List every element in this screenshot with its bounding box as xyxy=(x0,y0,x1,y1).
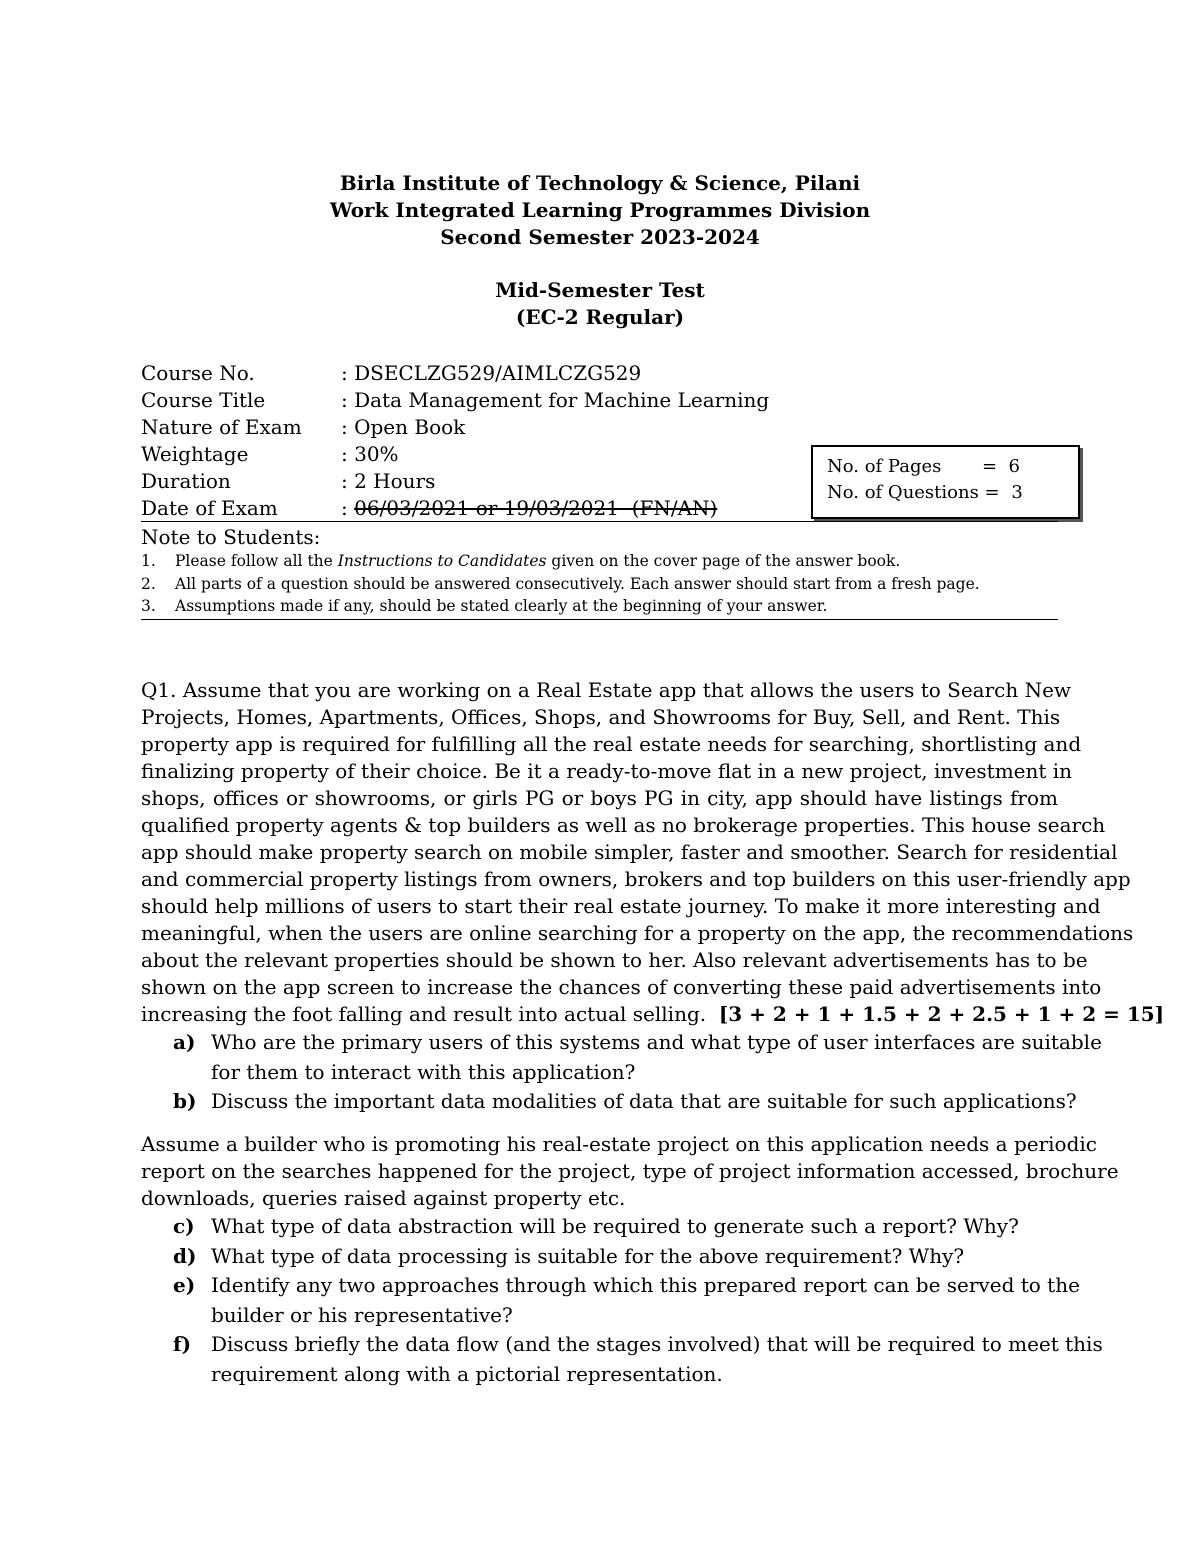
subquestion: b) Discuss the important data modalities of data that are suitable for such applications? xyxy=(173,1089,1077,1113)
marks-breakdown: [3 + 2 + 1 + 1.5 + 2 + 2.5 + 1 + 2 = 15] xyxy=(718,1002,1165,1026)
questions-label: No. of Questions = xyxy=(827,482,1000,503)
subquestions-ab xyxy=(173,1028,1102,1117)
info-value: : 30% xyxy=(341,442,399,466)
subquestion: d) What type of data processing is suitable for the above requirement? Why? xyxy=(173,1243,965,1268)
q1-last-line: increasing the foot falling and result into actual selling. xyxy=(141,1002,707,1026)
info-row xyxy=(141,441,769,468)
divider xyxy=(141,619,1058,620)
info-row xyxy=(141,387,769,414)
info-value: : DSECLZG529/AIMLCZG529 xyxy=(341,361,642,385)
note-item: 2. All parts of a question should be answered consecutively. Each answer should start from a fresh page. xyxy=(141,574,980,593)
notes-title: Note to Students: xyxy=(141,525,321,549)
division-name: Work Integrated Learning Programmes Division xyxy=(329,198,871,222)
test-title: Mid-Semester Test xyxy=(495,278,705,302)
info-value xyxy=(341,495,717,522)
pages-value: = 6 xyxy=(982,456,1020,477)
institute-name: Birla Institute of Technology & Science, Pilani xyxy=(339,171,861,195)
subquestion: a) Who are the primary users of this systems and what type of user interfaces are suitable for them to interact with this application? xyxy=(173,1030,1102,1084)
info-value: : 2 Hours xyxy=(341,469,436,493)
date-prefix: : xyxy=(341,496,355,520)
info-row xyxy=(141,468,769,495)
subquestion: f) Discuss briefly the data flow (and the stages involved) that will be required to meet this requirement along with a pictorial representation. xyxy=(173,1332,1103,1386)
semester: Second Semester 2023-2024 xyxy=(440,225,760,249)
info-label: Course No. xyxy=(141,361,255,385)
info-value: : Data Management for Machine Learning xyxy=(341,388,770,412)
exam-header xyxy=(0,170,1200,251)
subquestion: e) Identify any two approaches through which this prepared report can be served to the builder or his representative? xyxy=(173,1273,1080,1327)
test-title-block xyxy=(0,277,1200,331)
question-1-text: Q1. Assume that you are working on a Real Estate app that allows the users to Search New Projects, Homes, Apartments, Offices, Shops, and Showrooms for Buy, Sell, and Rent. This property app is required for fulfilling all the real estate needs for searching, shortlisting and finalizing property of their choice. Be it a ready-to-move flat in a new project, investment in shops, offices or showrooms, or girls PG or boys PG in city, app should have listings from qualified property agents & top builders as well as no brokerage properties. This house search app should make property search on mobile simpler, faster and smoother. Search for residential and commercial property listings from owners, brokers and top builders on this user-friendly app should help millions of users to start their real estate journey. To make it more interesting and meaningful, when the users are online searching for a property on the app, the recommendations about the relevant properties should be shown to her. Also relevant advertisements has to be shown on the app screen to increase the chances of converting these paid advertisements into increasing the foot falling and result into actual selling. [3 + 2 + 1 + 1.5 + 2 + 2.5 + 1 + 2 = 15] xyxy=(141,678,1165,1026)
info-label: Weightage xyxy=(141,442,249,466)
notes-to-students xyxy=(141,524,1058,618)
test-type: (EC-2 Regular) xyxy=(515,305,685,329)
subquestions-cf xyxy=(173,1212,1103,1389)
info-value: : Open Book xyxy=(341,415,466,439)
course-info xyxy=(141,360,769,522)
pages-label: No. of Pages xyxy=(827,456,942,477)
info-label: Duration xyxy=(141,469,231,493)
page-count-box xyxy=(811,445,1080,519)
note-item: 1. Please follow all the Instructions to Candidates given on the cover page of the answer book. xyxy=(141,552,901,570)
questions-value: 3 xyxy=(1011,482,1023,503)
date-struck: 06/03/2021 or 19/03/2021 (FN/AN) xyxy=(354,496,718,520)
info-label: Course Title xyxy=(141,388,266,412)
info-row xyxy=(141,414,769,441)
info-row xyxy=(141,495,769,522)
builder-scenario-text: Assume a builder who is promoting his real-estate project on this application needs a periodic report on the searches happened for the project, type of project information accessed, brochure downloads, queries raised against property etc. xyxy=(141,1132,1119,1210)
info-label: Date of Exam xyxy=(141,496,278,520)
info-label: Nature of Exam xyxy=(141,415,302,439)
info-row xyxy=(141,360,769,387)
note-item: 3. Assumptions made if any, should be stated clearly at the beginning of your answer. xyxy=(141,597,828,615)
subquestion: c) What type of data abstraction will be required to generate such a report? Why? xyxy=(173,1214,1019,1238)
divider xyxy=(141,521,1058,522)
